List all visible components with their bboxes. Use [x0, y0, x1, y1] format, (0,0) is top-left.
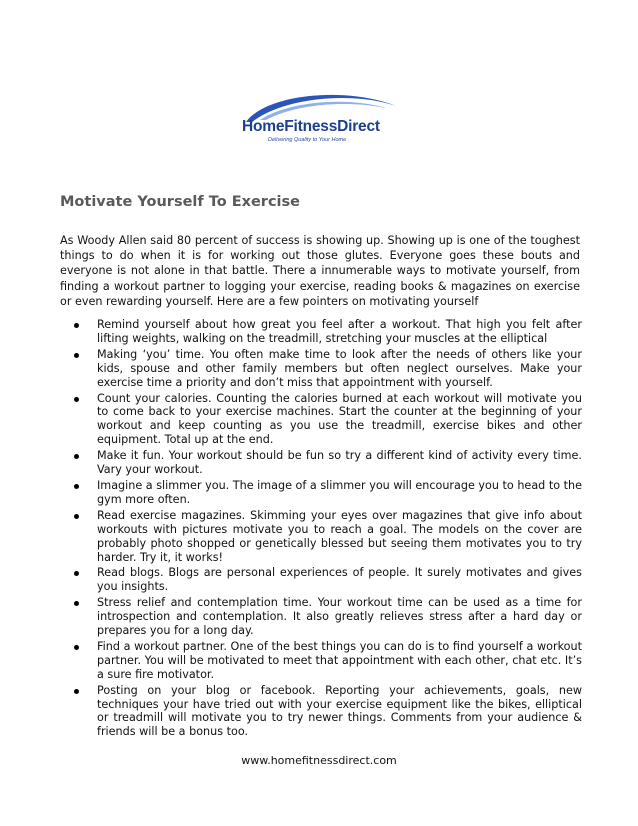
tip-text: Posting on your blog or facebook. Reporting your achievements, goals, new techniques your have tried out with your exercise equipment like the bikes, elliptical or treadmill will motivate you to try newer things. Comments from your audience & friends will be a bonus too.	[97, 683, 582, 739]
bullet-icon	[74, 323, 79, 328]
bullet-icon	[74, 514, 79, 519]
list-item	[60, 318, 582, 346]
bullet-icon	[74, 397, 79, 402]
bullet-icon	[74, 353, 79, 358]
tip-text: Stress relief and contemplation time. Your workout time can be used as a time for introspection and contemplation. It also greatly relieves stress after a hard day or prepares you for a long day.	[97, 596, 582, 638]
bullet-icon	[74, 689, 79, 694]
bullet-icon	[74, 601, 79, 606]
tip-text: Imagine a slimmer you. The image of a slimmer you will encourage you to head to the gym more often.	[97, 478, 582, 506]
list-item	[60, 479, 582, 507]
bullet-icon	[74, 645, 79, 650]
tip-text: Make it fun. Your workout should be fun so try a different kind of activity every time. Vary your workout.	[97, 449, 582, 477]
tip-text: Read exercise magazines. Skimming your eyes over magazines that give info about workouts with pictures motivate you to reach a goal. The models on the cover are probably photo shopped or genetically blessed but seeing them motivates you to try harder. Try it, it works!	[97, 508, 582, 564]
brand-name: HomeFitnessDirect	[242, 118, 380, 135]
footer-url[interactable]: www.homefitnessdirect.com	[241, 754, 397, 767]
tip-text: Making ‘you’ time. You often make time to look after the needs of others like your kids, spouse and other family members but often neglect ourselves. Make your exercise time a priority and don’t miss that appointment with yourself.	[97, 347, 582, 389]
tip-text: Count your calories. Counting the calories burned at each workout will motivate you to come back to your exercise machines. Start the counter at the beginning of your workout and keep counting as you use the treadmill, exercise bikes and other equipment. Total up at the end.	[97, 391, 582, 447]
list-item	[60, 449, 582, 477]
tips-list	[60, 318, 582, 741]
tip-text: Find a workout partner. One of the best things you can do is to find yourself a workout partner. You will be motivated to meet that appointment with each other, chat etc. It’s a sure fire motivator.	[97, 639, 582, 681]
tip-text: Read blogs. Blogs are personal experiences of people. It surely motivates and gives you insights.	[97, 566, 582, 594]
brand-tagline: Delivering Quality to Your Home	[268, 137, 347, 143]
bullet-icon	[74, 454, 79, 459]
brand-logo	[226, 88, 426, 158]
list-item	[60, 392, 582, 448]
list-item	[60, 596, 582, 638]
list-item	[60, 684, 582, 740]
list-item	[60, 509, 582, 565]
list-item	[60, 348, 582, 390]
tip-text: Remind yourself about how great you feel after a workout. That high you felt after lifting weights, walking on the treadmill, stretching your muscles at the elliptical	[97, 318, 582, 345]
list-item	[60, 640, 582, 682]
article-title: Motivate Yourself To Exercise	[60, 194, 300, 210]
bullet-icon	[74, 484, 79, 489]
article-intro: As Woody Allen said 80 percent of success is showing up. Showing up is one of the toughest things to do when it is for working out those glutes. Everyone goes these bouts and everyone is not alone in that battle. There a innumerable ways to motivate yourself, from finding a workout partner to logging your exercise, reading books & magazines on exercise or even rewarding yourself. Here are a few pointers on motivating yourself	[60, 234, 580, 308]
list-item	[60, 566, 582, 594]
bullet-icon	[74, 571, 79, 576]
